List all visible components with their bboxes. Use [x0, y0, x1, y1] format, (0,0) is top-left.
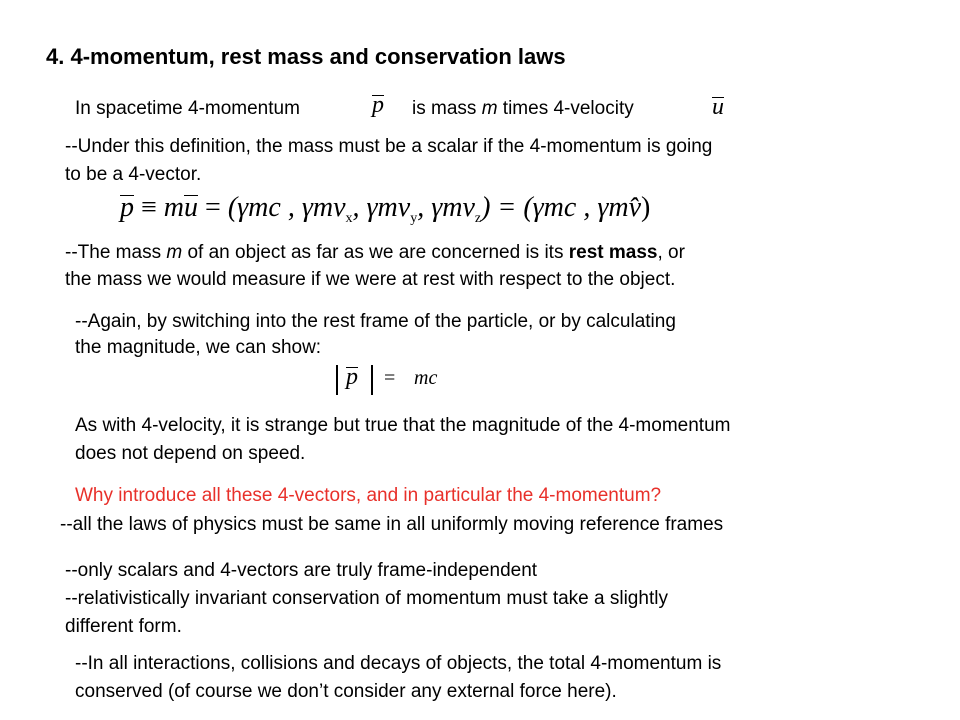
interactions-line-2: conserved (of course we don’t consider any external force here).	[75, 681, 617, 702]
intro-text-2: is mass m times 4-velocity	[412, 98, 634, 119]
scalars-line: --only scalars and 4-vectors are truly frame-independent	[65, 560, 538, 581]
magnitude-bar-right	[371, 365, 373, 395]
definition-line-1: --Under this definition, the mass must be a scalar if the 4-momentum is going	[65, 136, 713, 157]
rest-mass-line-1: --The mass m of an object as far as we are concerned is its rest mass, or	[65, 242, 685, 263]
magnitude-p-vector: p	[346, 364, 358, 390]
conservation-line-2: different form.	[65, 616, 182, 637]
symbol-p-vector: p	[372, 92, 384, 118]
symbol-u-vector: u	[712, 94, 724, 120]
question-text: Why introduce all these 4-vectors, and in particular the 4-momentum?	[75, 485, 662, 506]
laws-line: --all the laws of physics must be same in all uniformly moving reference frames	[60, 514, 724, 535]
magnitude-line-2: does not depend on speed.	[75, 443, 306, 464]
interactions-line-1: --In all interactions, collisions and decays of objects, the total 4-momentum is	[75, 653, 722, 674]
conservation-line-1: --relativistically invariant conservation of momentum must take a slightly	[65, 588, 668, 609]
momentum-equation: p ≡ mu = (γmc , γmv$_x$, γmv$_y$, γmv$_z$) = (γmc , γmv̂)	[120, 192, 651, 226]
again-line-1: --Again, by switching into the rest frame of the particle, or by calculating	[75, 311, 676, 332]
slide-title: 4. 4-momentum, rest mass and conservation laws	[46, 44, 566, 69]
definition-line-2: to be a 4-vector.	[65, 164, 202, 185]
magnitude-rhs: mc	[414, 367, 438, 389]
rest-mass-line-2: the mass we would measure if we were at rest with respect to the object.	[65, 269, 676, 290]
intro-text: In spacetime 4-momentum	[75, 98, 300, 119]
again-line-2: the magnitude, we can show:	[75, 337, 322, 358]
magnitude-line-1: As with 4-velocity, it is strange but true that the magnitude of the 4-momentum	[75, 415, 731, 436]
magnitude-bar-left	[336, 365, 338, 395]
magnitude-equals: =	[384, 367, 396, 389]
